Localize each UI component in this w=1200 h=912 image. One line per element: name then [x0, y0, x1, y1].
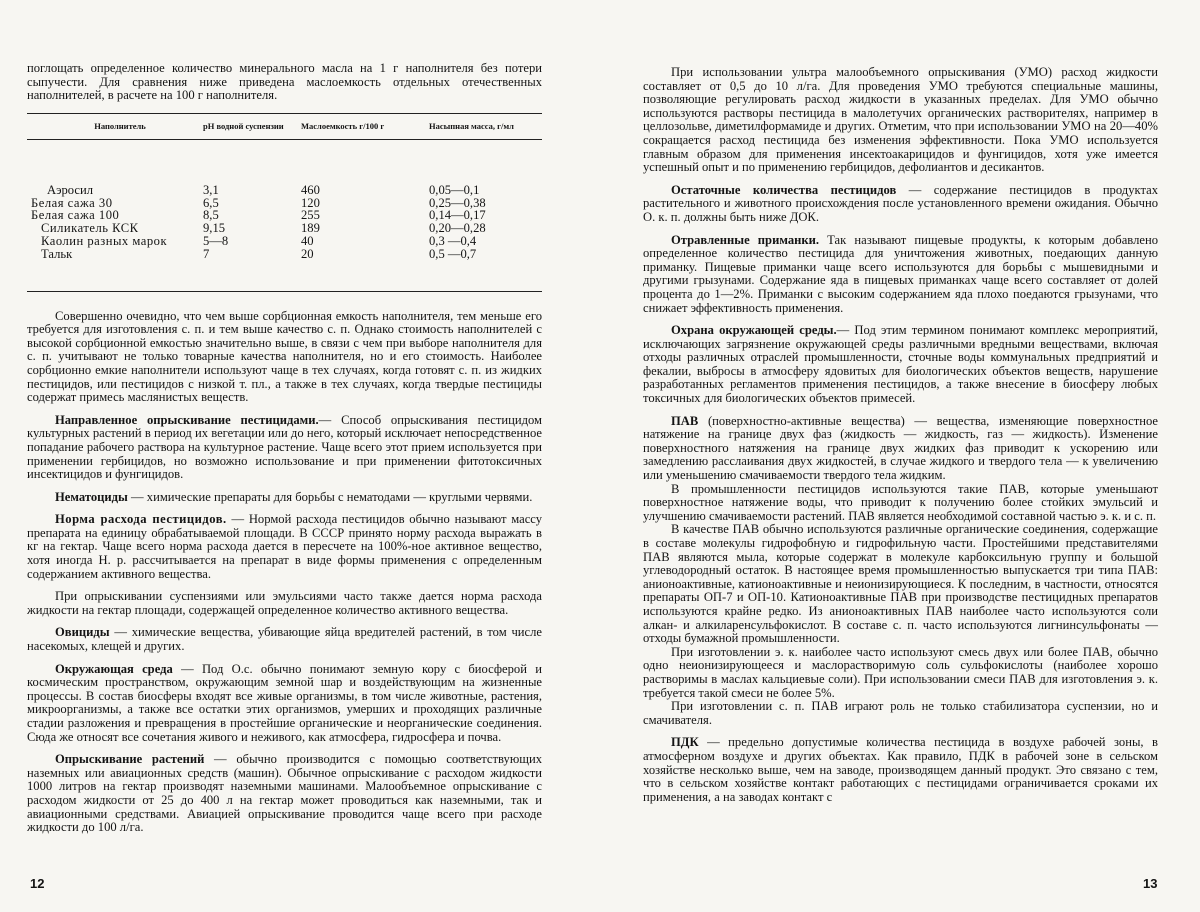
table-cell: Белая сажа 100 — [31, 208, 120, 223]
table-cell: 0,3 —0,4 — [429, 233, 477, 248]
definition-text: Так называют пищевые продукты, к которым добавлено определенное количество пестицида для уничтожения животных, поедающих данную приманку. Пищевые приманки чаще всего используются для борьбы с мышевидными и другими грызунами. Содержание яда в пищевых приманках чаще всего составляет от долей процента до 1—2%. Приманки с высоким содержанием яда плохо поедаются грызунами, что снижает эффективность применения. — [643, 232, 1158, 315]
term-heading: Охрана окружающей среды. — [671, 323, 837, 338]
table-row — [27, 139, 542, 196]
definition-text: — химические препараты для борьбы с нематодами — круглыми червями. — [127, 489, 533, 504]
paragraph — [27, 663, 542, 745]
table-header-cell: pH водной суспензии — [199, 113, 297, 139]
paragraph — [643, 415, 1158, 483]
table-header-row — [27, 113, 542, 139]
paragraph: В промышленности пестицидов используются такие ПАВ, которые уменьшают поверхностное натяжение воды, что приводит к получению более стойких эмульсий и улучшению смачиваемости растений. ПАВ является необходимой составной частью э. к. и с. п. — [643, 481, 1158, 523]
table-cell: 0,14—0,17 — [429, 208, 486, 223]
term-heading: Овициды — [55, 625, 110, 640]
paragraph — [27, 513, 542, 581]
definition-text: — содержание пестицидов в продуктах растительного и животного происхождения после установленного времени ожидания. Обычно О. к. п. должны быть ниже ДОК. — [643, 182, 1158, 224]
page-number: 13 — [1143, 876, 1158, 891]
term-heading: ПДК — [671, 735, 699, 750]
table-cell: 189 — [301, 221, 320, 236]
term-heading: Опрыскивание растений — [55, 752, 205, 767]
paragraph — [643, 234, 1158, 316]
table-cell: Белая сажа 30 — [31, 195, 113, 210]
table-cell: 0,5 —0,7 — [425, 248, 542, 291]
table-cell: 7 — [199, 248, 297, 291]
definition-text: — Способ опрыскивания пестицидом культурных растений в период их вегетации или до него, который исключает непосредственное попадание рабочего раствора на культурное растение. Чаще всего этот прием используется при применении гербицидов, но возможно использование и при применении фитотоксичных инсектицидов и фунгицидов. — [27, 412, 542, 482]
table-cell: Тальк — [27, 248, 199, 291]
definition-text: — Нормой расхода пестицидов обычно называют массу препарата на единицу обрабатываемой площади. В СССР принято норму расхода выражать в кг на гектар. Чаще всего норма расхода дается в пересчете на 100%-ное активное вещество, хотя иногда Н. р. рассчитывается на препарат в виде формы применения с определенным содержанием активного вещества. — [27, 512, 542, 581]
term-heading: Нематоциды — [55, 489, 128, 504]
table-header-cell: Маслоемкость г/100 г — [297, 113, 425, 139]
table-cell: Аэросил — [47, 182, 94, 197]
paragraph: При изготовлении э. к. наиболее часто используют смесь двух или более ПАВ, обычно одно неионизирующееся и маслорастворимую соль сульфокислоты (наиболее хорошо растворимы в маслах кальциевые соли). При использовании смеси ПАВ для изготовления э. к. требуется такой смеси не более 5%. — [643, 644, 1158, 700]
left-page-text — [27, 62, 542, 835]
paragraph — [27, 753, 542, 835]
table-cell: 9,15 — [203, 221, 226, 236]
paragraph — [27, 626, 542, 653]
table-row — [27, 235, 542, 248]
table-cell: 6,5 — [203, 195, 219, 210]
table-cell: 8,5 — [203, 208, 219, 223]
table-cell: 460 — [301, 182, 320, 197]
table-cell: 0,05—0,1 — [429, 182, 480, 197]
table-header-cell: Насыпная масса, г/мл — [425, 113, 542, 139]
term-heading: Окружающая среда — [55, 661, 173, 676]
term-heading: Отравленные приманки. — [671, 232, 820, 247]
table-cell: 3,1 — [203, 182, 219, 197]
table-row — [27, 248, 542, 291]
table-cell: 40 — [301, 233, 314, 248]
paragraph — [643, 184, 1158, 225]
paragraph — [643, 324, 1158, 406]
paragraph: При использовании ультра малообъемного опрыскивания (УМО) расход жидкости составляет от 0,5 до 10 л/га. Для проведения УМО требуются специальные машины, позволяющие регулировать расход жидкости в указанных пределах. Для УМО обычно используются растворы пестицида в малолетучих органических растворителях, например в целлозольве, диметилформамиде и других. Отметим, что при использовании УМО на 20—40% сокращается расход пестицида без изменения эффективности. Пока УМО используется главным образом для применения инсектоакарицидов и фунгицидов, хотя уже имеется успешный опыт и по применению гербицидов, дефолиантов и десикантов. — [643, 65, 1158, 175]
definition-text: — Под О.с. обычно понимают земную кору с биосферой и космическим пространством, окружающим земной шар и воздействующим на жизненные процессы. В состав биосферы входят все живые организмы, в том числе животные, растения, микроорганизмы, а также все остатки этих организмов, умерших и проходящих различные стадии разложения и превращения в простейшие органические и неорганические соединения. Сюда же относят все сочетания живого и неживого, как атмосфера, гидросфера и почва. — [27, 661, 542, 744]
paragraph: В качестве ПАВ обычно используются различные органические соединения, содержащие в составе молекулы гидрофобную и гидрофильную части. Простейшими представителями ПАВ являются мыла, которые содержат в молекуле карбоксильную группу и большой углеводородный остаток. В настоящее время промышленностью выпускается три типа ПАВ: анионоактивные, катионоактивные и неионизирующиеся. К последним, в частности, относятся препараты ОП-7 и ОП-10. Катионоактивные ПАВ при производстве пестицидных препаратов используются крайне редко. Из анионоактивных ПАВ наиболее часто используются соли алкан- и алкиларенсульфокислот. В составе с. п. часто используются лигнинсульфонаты — отходы бумажной промышленности. — [643, 522, 1158, 646]
paragraph: поглощать определенное количество минерального масла на 1 г наполнителя без потери сыпучести. Для сравнения ниже приведена маслоемкость отдельных отечественных наполнителей, в расчете на 100 г наполнителя. — [27, 61, 542, 103]
table-header-cell: Наполнитель — [27, 113, 199, 139]
paragraph — [643, 736, 1158, 804]
paragraph — [27, 414, 542, 482]
table-cell: 0,20—0,28 — [429, 221, 486, 236]
table-cell: 20 — [297, 248, 425, 291]
table-cell: 255 — [301, 208, 320, 223]
table-cell: Каолин разных марок — [41, 233, 168, 248]
paragraph: Совершенно очевидно, что чем выше сорбционная емкость наполнителя, тем меньше его требуется для изготовления с. п. и тем выше качество с. п. Однако стоимость наполнителей с высокой сорбционной емкостью значительно выше, в связи с чем при выборе наполнителя для с. п. учитывают не только товарные качества наполнителя, но и его стоимость. Наиболее сорбционно емкие наполнители используют чаще в тех случаях, когда готовят с. п. из жидких пестицидов, или пестицидов с низкой т. пл., а также в тех случаях, когда твердые пестициды содержат примесь маслянистых веществ. — [27, 308, 542, 405]
fillers-table — [27, 113, 542, 292]
term-heading: Остаточные количества пестицидов — [671, 182, 897, 197]
table-cell: 5—8 — [203, 233, 229, 248]
term-heading: Норма расхода пестицидов. — [55, 512, 227, 527]
definition-text: (поверхностно-активные вещества) — вещества, изменяющие поверхностное натяжение на границе двух фаз (жидкость — жидкость, газ — жидкость). Изменение поверхностного натяжения на границе двух жидких фаз приводит к ускорению или замедлению расслаивания двух жидкостей, в случае жидкого и твердого тела — к увеличению или уменьшению смачиваемости твердого тела жидким. — [643, 413, 1158, 483]
term-heading: Направленное опрыскивание пестицидами. — [55, 412, 319, 427]
definition-text: — Под этим термином понимают комплекс мероприятий, исключающих загрязнение окружающей среды различными вредными веществами, включая отходы различных отраслей промышленности, сточные воды коммунальных предприятий и фекалии, выбросы в атмосферу ядовитых для биологических объектов веществ, нарушение разработанных регламентов применения пестицидов, а также внесение в биосферу любых токсичных для биологических объектов примесей. — [643, 323, 1158, 406]
table-cell: Силикатель КСК — [41, 221, 139, 236]
paragraph: При изготовлении с. п. ПАВ играют роль не только стабилизатора суспензии, но и смачивателя. — [643, 699, 1158, 727]
page-number: 12 — [30, 876, 45, 891]
table-cell: 120 — [301, 195, 320, 210]
definition-text: — химические вещества, убивающие яйца вредителей растений, в том числе насекомых, клещей и других. — [27, 625, 542, 654]
table-cell: 0,25—0,38 — [429, 195, 486, 210]
paragraph: При опрыскивании суспензиями или эмульсиями часто также дается норма расхода жидкости на гектар площади, содержащей определенное количество активного вещества. — [27, 589, 542, 617]
definition-text: — предельно допустимые количества пестицида в воздухе рабочей зоны, в атмосферном воздухе и других объектах. Как правило, ПДК в рабочей зоне в сельском хозяйстве несколько выше, чем на заводе, производящем данный продукт. Это связано с тем, что в сельском хозяйстве контакт работающих с пестицидами ограничивается сроками их применения, а на заводах контакт с — [643, 735, 1158, 804]
paragraph — [27, 491, 542, 505]
right-page-text — [643, 66, 1158, 804]
definition-text: — обычно производится с помощью соответствующих наземных или авиационных средств (машин). Обычное опрыскивание с расходом жидкости 1000 литров на гектар производят наземными машинами. Малообъемное опрыскивание с расходом жидкости от 25 до 400 л на гектар может проводиться как наземными, так и авиационными средствами. Авиацией опрыскивание проводится чаще всего при расходе жидкости до 100 л/га. — [27, 752, 542, 835]
term-heading: ПАВ — [671, 413, 699, 428]
